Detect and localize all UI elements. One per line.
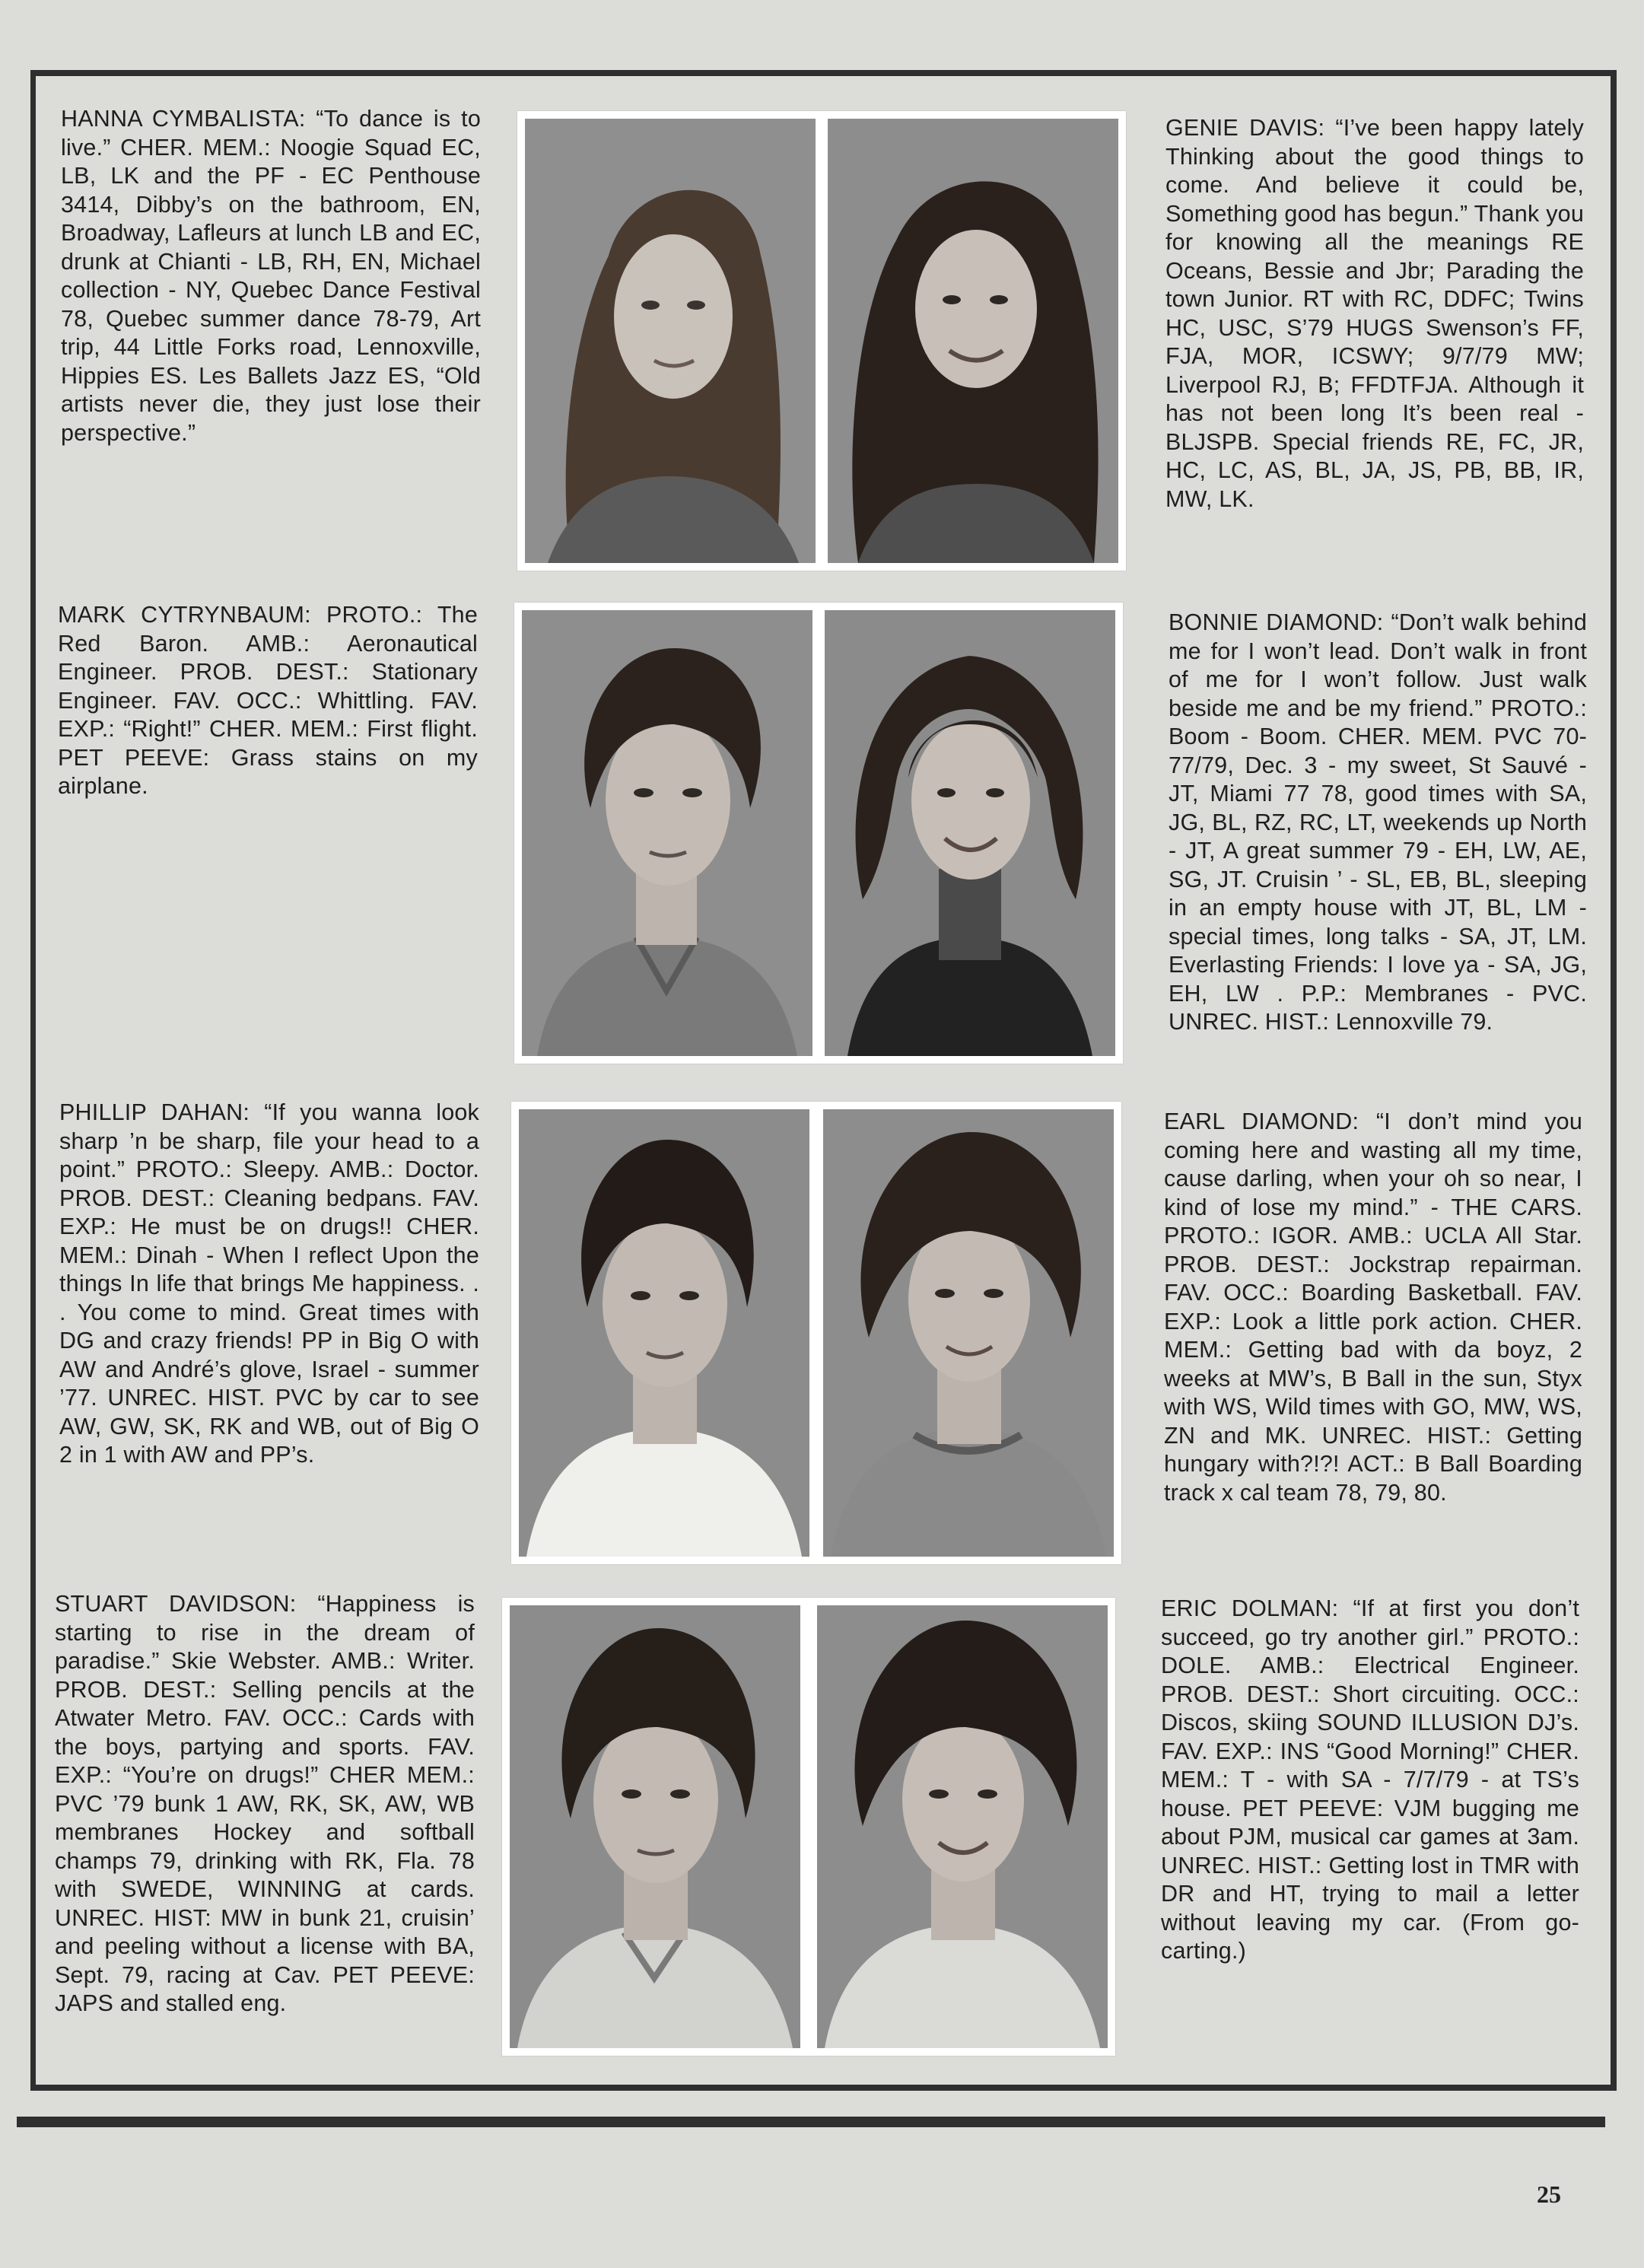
portrait-eric-dolman [817,1605,1108,2048]
photo-pair [514,603,1123,1064]
page-number: 25 [1537,2181,1561,2208]
bio-mark-cytrynbaum: MARK CYTRYNBAUM: PROTO.: The Red Baron. AMB.: Aeronautical Engineer. PROB. DEST.: Stationary Engineer. FAV. OCC.: Whittling. FAV. EXP.: “Right!” CHER. MEM.: First flight. PET PEEVE: Grass stains on my airplane. [58,602,478,799]
bio-hanna-cymbalista: HANNA CYMBALISTA: “To dance is to live.” CHER. MEM.: Noogie Squad EC, LB, LK and the PF - EC Penthouse 3414, Dibby’s on the bathroom, EN, Broadway, Lafleurs at lunch LB and EC, drunk at Chianti - LB, RH, EN, Michael collection - NY, Quebec Dance Festival 78, Quebec summer dance 78-79, Art trip, 44 Little Forks road, Lennoxville, Hippies ES. Les Ballets Jazz ES, “Old artists never die, they just lose their perspective.” [61,106,481,446]
portrait-phillip-dahan [519,1109,809,1557]
photo-pair [511,1102,1121,1564]
bio-genie-davis: GENIE DAVIS: “I’ve been happy lately Thinking about the good things to come. And believe it could be, Something good has begun.” Thank you for knowing all the meanings RE Oceans, Bessie and Jbr; Parading the town Junior. RT with RC, DDFC; Twins HC, USC, S’79 HUGS Swenson’s FF, FJA, MOR, ICSWY; 9/7/79 MW; Liverpool RJ, B; FFDTFJA. Although it has not been long It’s been real - BLJSPB. Special friends RE, FC, JR, HC, LC, AS, BL, JA, JS, PB, BB, IR, MW, LK. [1165,115,1584,512]
portrait-bonnie-diamond [825,610,1115,1056]
portrait-mark-cytrynbaum [522,610,812,1056]
photo-pair [517,111,1126,571]
bio-earl-diamond: EARL DIAMOND: “I don’t mind you coming here and wasting all my time, cause darling, when your oh so near, I kind of lose my mind.” - THE CARS. PROTO.: IGOR. AMB.: UCLA All Star. PROB. DEST.: Jockstrap repairman. FAV. OCC.: Boarding Basketball. FAV. EXP.: Look a little pork action. CHER. MEM.: Getting bad with da boyz, 2 weeks at MW’s, B Ball in the sun, Styx with WS, Wild times with GO, MW, WS, ZN and MK. UNREC. HIST.: Getting hungary with?!?! ACT.: B Ball Boarding track x cal team 78, 79, 80. [1164,1109,1582,1506]
portrait-hanna-cymbalista [525,119,816,563]
bio-stuart-davidson: STUART DAVIDSON: “Happiness is starting to rise in the dream of paradise.” Skie Webster. AMB.: Writer. PROB. DEST.: Selling pencils at the Atwater Metro. FAV. OCC.: Cards with the boys, partying and sports. FAV. EXP.: “You’re on drugs!” CHER MEM.: PVC ’79 bunk 1 AW, RK, SK, AW, WB membranes Hockey and softball champs 79, drinking with RK, Fla. 78 with SWEDE, WINNING at cards. UNREC. HIST: MW in bunk 21, cruisin’ and peeling without a license with BA, Sept. 79, racing at Cav. PET PEEVE: JAPS and stalled eng. [55,1591,475,2016]
bio-phillip-dahan: PHILLIP DAHAN: “If you wanna look sharp ’n be sharp, file your head to a point.” PROTO.: Sleepy. AMB.: Doctor. PROB. DEST.: Cleaning bedpans. FAV. EXP.: He must be on drugs!! CHER. MEM.: Dinah - When I reflect Upon the things In life that brings Me happiness. . . You come to mind. Great times with DG and crazy friends! PP in Big O with AW and André’s glove, Israel - summer ’77. UNREC. HIST. PVC by car to see AW, GW, SK, RK and WB, out of Big O 2 in 1 with AW and PP’s. [59,1099,479,1468]
portrait-stuart-davidson [510,1605,800,2048]
portrait-earl-diamond [823,1109,1114,1557]
footer-rule [17,2117,1605,2127]
photo-pair [502,1598,1115,2056]
bio-bonnie-diamond: BONNIE DIAMOND: “Don’t walk behind me for I won’t lead. Don’t walk in front of me for I won’t follow. Just walk beside me and be my friend.” PROTO.: Boom - Boom. CHER. MEM. PVC 70-77/79, Dec. 3 - my sweet, St Sauvé - JT, Miami 77 78, good times with SA, JG, BL, RZ, RC, LT, weekends up North - JT, A great summer 79 - EH, LW, AE, SG, JT. Cruisin ’ - SL, EB, BL, sleeping in an empty house with JT, BL, LM - special times, long talks - SA, JT, LM. Everlasting Friends: I love ya - SA, JG, EH, LW . P.P.: Membranes - PVC. UNREC. HIST.: Lennoxville 79. [1169,609,1587,1035]
bio-eric-dolman: ERIC DOLMAN: “If at first you don’t succeed, go try another girl.” PROTO.: DOLE. AMB.: Electrical Engineer. PROB. DEST.: Short circuiting. OCC.: Discos, skiing SOUND ILLUSION DJ’s. FAV. EXP.: INS “Good Morning!” CHER. MEM.: T - with SA - 7/7/79 - at TS’s house. PET PEEVE: VJM bugging me about PJM, musical car games at 3am. UNREC. HIST.: Getting lost in TMR with DR and HT, trying to mail a letter without leaving my car. (From go-carting.) [1161,1595,1579,1964]
portrait-genie-davis [828,119,1118,563]
